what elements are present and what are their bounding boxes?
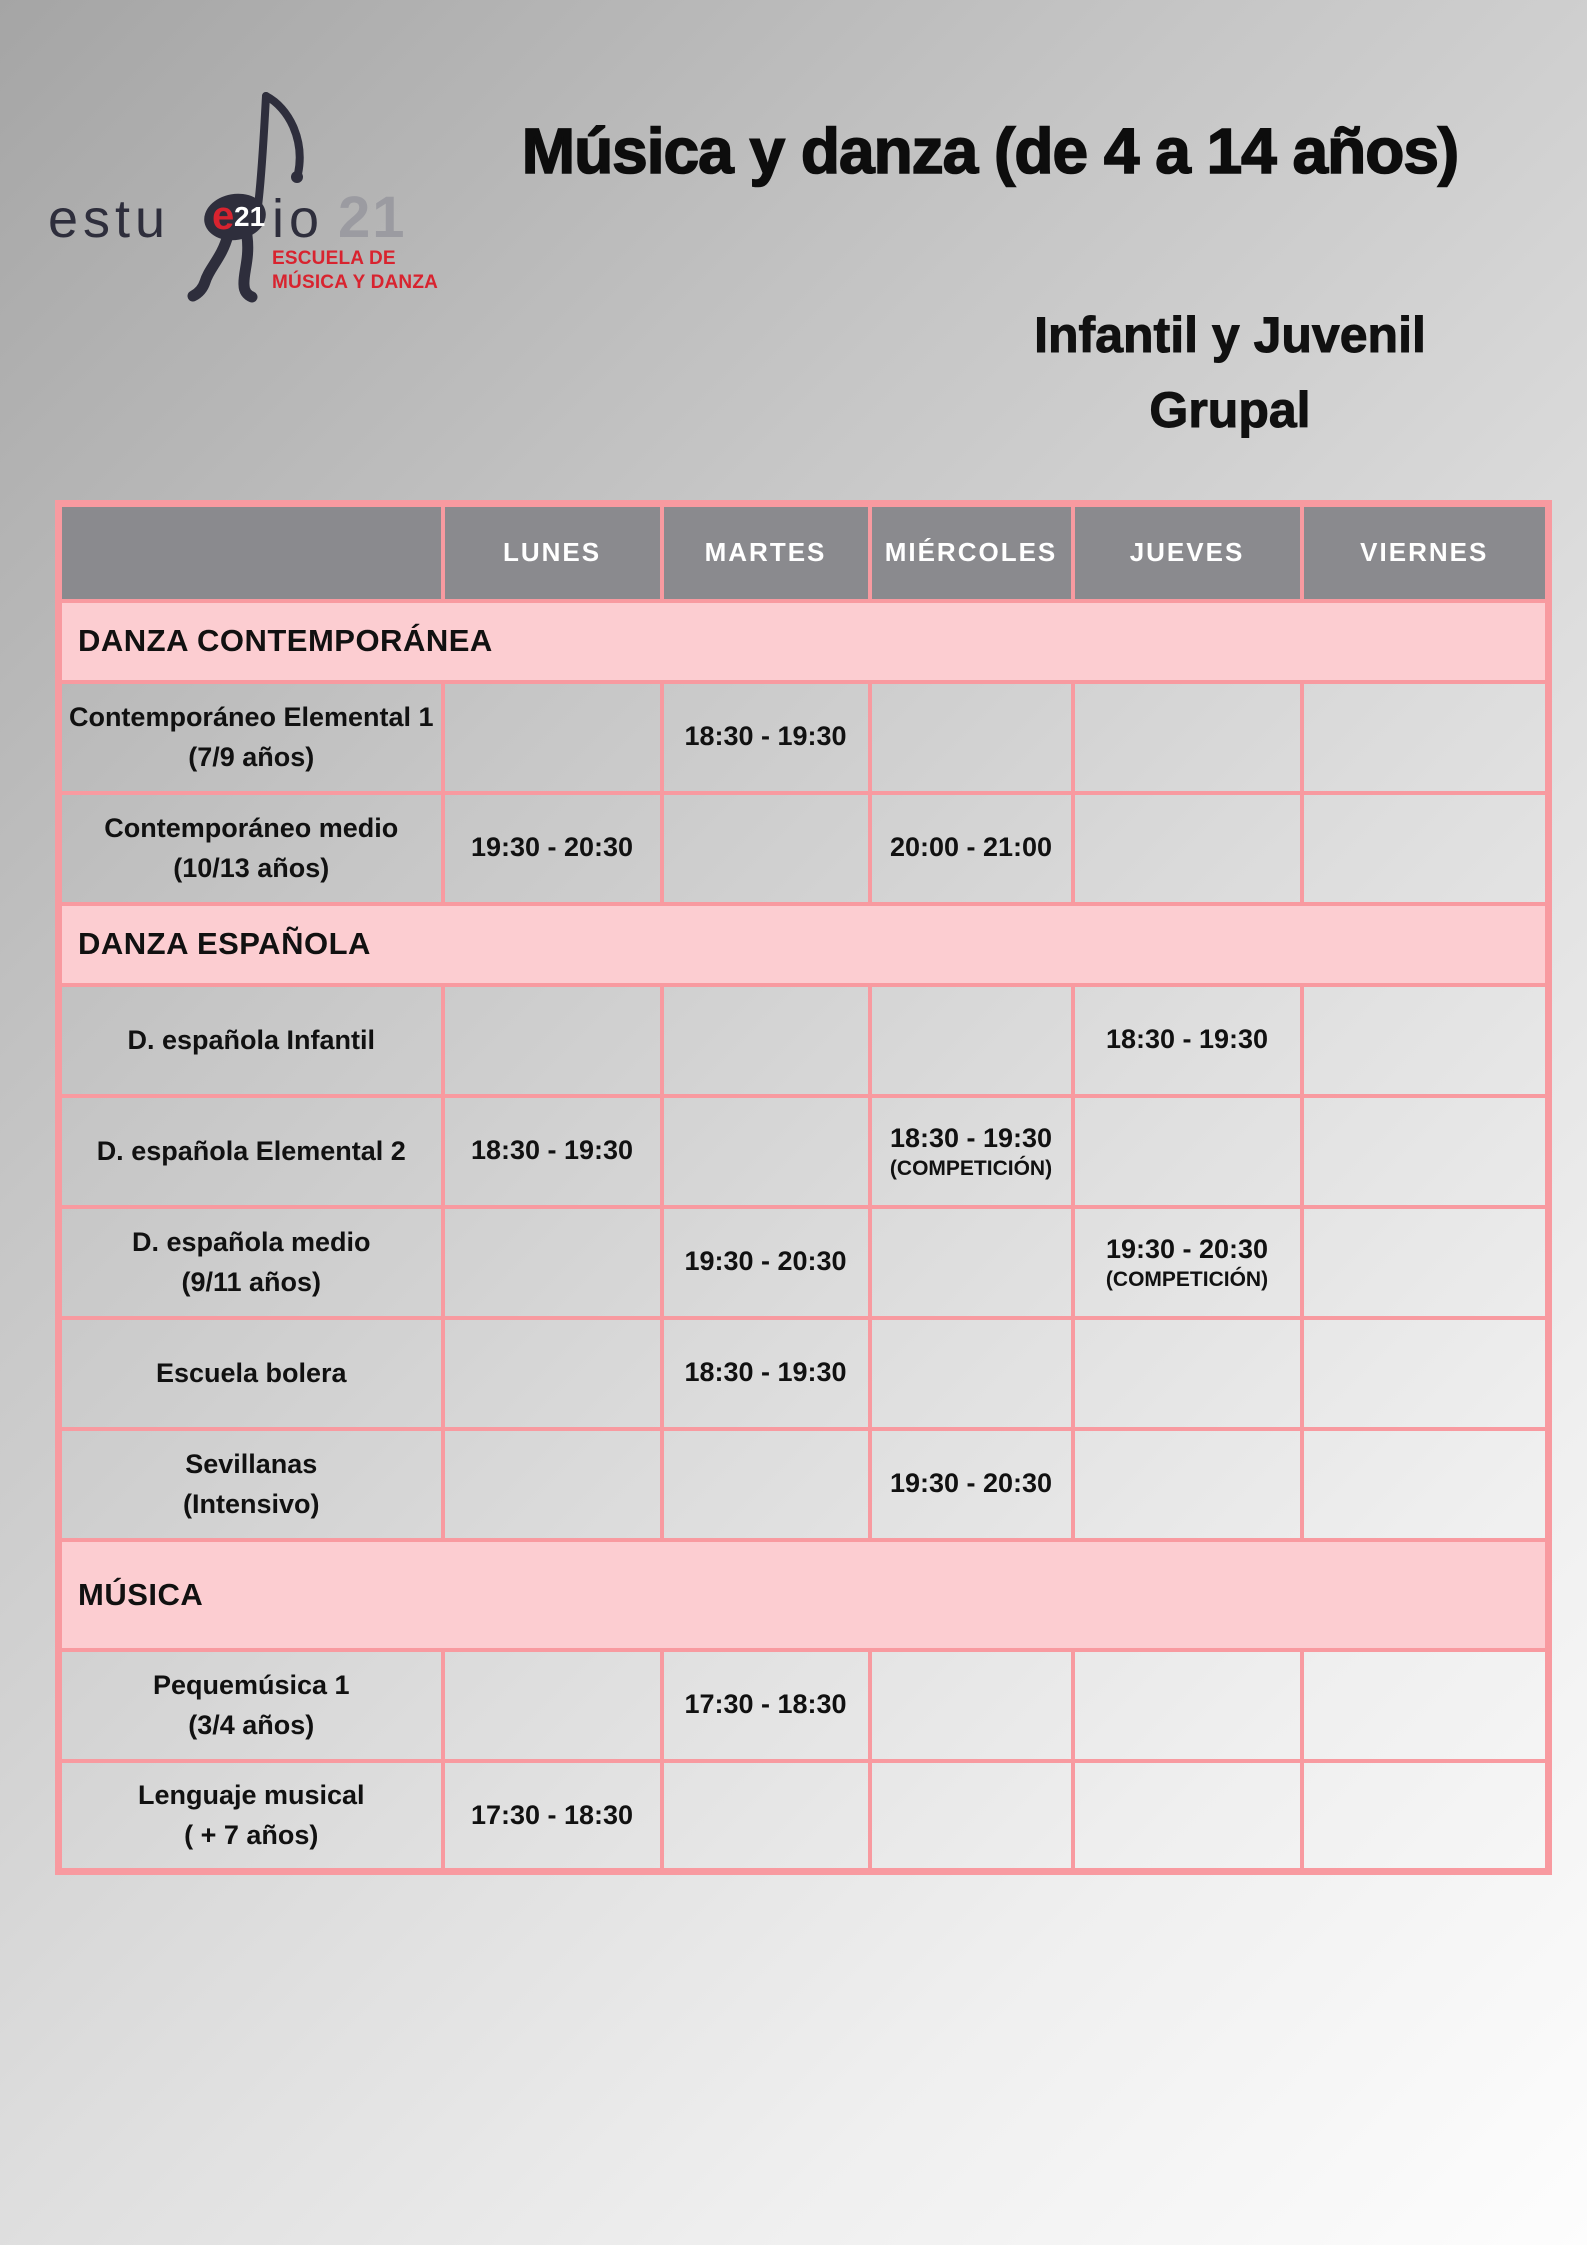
subtitle	[900, 298, 1560, 448]
slot-time: 18:30 - 19:30	[889, 1122, 1053, 1153]
class-name-cell	[59, 682, 443, 793]
class-row	[59, 1650, 1549, 1761]
slot-miercoles	[870, 1207, 1073, 1318]
section-row-danza-contemporanea	[59, 601, 1549, 682]
logo-wordmark-left: estu	[48, 189, 171, 249]
class-row	[59, 1429, 1549, 1540]
class-name-cell	[59, 1761, 443, 1872]
slot-miercoles	[870, 1318, 1073, 1429]
day-header-viernes: VIERNES	[1302, 504, 1549, 601]
class-row	[59, 1318, 1549, 1429]
class-name-cell	[59, 793, 443, 904]
slot-lunes	[443, 1650, 662, 1761]
slot-martes	[662, 1207, 870, 1318]
logo-tagline-line1: ESCUELA DE	[272, 248, 396, 269]
slot-lunes	[443, 1318, 662, 1429]
corner-cell	[59, 504, 443, 601]
class-row	[59, 985, 1549, 1096]
section-row-musica	[59, 1540, 1549, 1650]
class-row	[59, 1096, 1549, 1207]
class-age: (10/13 años)	[173, 853, 330, 883]
slot-lunes	[443, 1096, 662, 1207]
logo-suffix-21: 21	[338, 185, 407, 250]
day-header-miercoles: MIÉRCOLES	[870, 504, 1073, 601]
slot-viernes	[1302, 1318, 1549, 1429]
slot-jueves	[1073, 793, 1302, 904]
slot-jueves	[1073, 1318, 1302, 1429]
slot-jueves	[1073, 1429, 1302, 1540]
class-name: Contemporáneo medio	[104, 812, 399, 843]
slot-viernes	[1302, 1650, 1549, 1761]
day-header-lunes: LUNES	[443, 504, 662, 601]
class-name-cell	[59, 1207, 443, 1318]
class-name-cell	[59, 1096, 443, 1207]
class-age: (9/11 años)	[181, 1267, 322, 1297]
class-age: (3/4 años)	[188, 1710, 315, 1740]
class-name: Contemporáneo Elemental 1	[68, 701, 434, 732]
slot-time: 17:30 - 18:30	[684, 1689, 847, 1720]
class-name: Sevillanas	[185, 1448, 318, 1479]
slot-miercoles	[870, 682, 1073, 793]
slot-jueves	[1073, 1650, 1302, 1761]
slot-lunes	[443, 1761, 662, 1872]
slot-time: 19:30 - 20:30	[889, 1468, 1053, 1499]
slot-martes	[662, 682, 870, 793]
class-row	[59, 682, 1549, 793]
slot-time: 19:30 - 20:30	[470, 832, 634, 863]
slot-time: 18:30 - 19:30	[470, 1135, 634, 1166]
subtitle-line2: Grupal	[1149, 382, 1311, 438]
slot-viernes	[1302, 1761, 1549, 1872]
logo-note-text: e 21	[212, 194, 266, 238]
slot-martes	[662, 1650, 870, 1761]
logo-wordmark-right: io	[272, 189, 325, 249]
slot-time: 18:30 - 19:30	[684, 721, 847, 752]
estudio21-logo	[48, 78, 448, 308]
class-row	[59, 793, 1549, 904]
class-name: D. española medio	[131, 1226, 371, 1257]
class-name: D. española Infantil	[127, 1024, 376, 1055]
class-name-cell	[59, 985, 443, 1096]
class-name-cell	[59, 1318, 443, 1429]
slot-martes	[662, 1318, 870, 1429]
slot-martes	[662, 1096, 870, 1207]
slot-jueves	[1073, 1207, 1302, 1318]
section-label: DANZA ESPAÑOLA	[59, 904, 1549, 985]
section-label: DANZA CONTEMPORÁNEA	[59, 601, 1549, 682]
slot-martes	[662, 985, 870, 1096]
slot-miercoles	[870, 1761, 1073, 1872]
day-header-martes: MARTES	[662, 504, 870, 601]
slot-viernes	[1302, 1207, 1549, 1318]
slot-miercoles	[870, 1650, 1073, 1761]
slot-miercoles	[870, 1096, 1073, 1207]
slot-miercoles	[870, 1429, 1073, 1540]
section-label: MÚSICA	[59, 1540, 1549, 1650]
slot-time: 18:30 - 19:30	[684, 1357, 847, 1388]
slot-lunes	[443, 1207, 662, 1318]
class-name: Pequemúsica 1	[152, 1669, 350, 1700]
class-name: Lenguaje musical	[137, 1779, 365, 1810]
slot-viernes	[1302, 985, 1549, 1096]
slot-jueves	[1073, 682, 1302, 793]
slot-martes	[662, 1429, 870, 1540]
class-age: (Intensivo)	[182, 1489, 320, 1519]
class-name: D. española Elemental 2	[96, 1135, 406, 1166]
slot-viernes	[1302, 1429, 1549, 1540]
slot-time: 19:30 - 20:30	[1105, 1233, 1269, 1264]
class-age: ( + 7 años)	[184, 1820, 319, 1851]
slot-note: (COMPETICIÓN)	[1105, 1267, 1269, 1291]
slot-lunes	[443, 985, 662, 1096]
slot-note: (COMPETICIÓN)	[889, 1156, 1053, 1180]
slot-lunes	[443, 793, 662, 904]
day-header-row	[59, 504, 1549, 601]
slot-time: 20:00 - 21:00	[889, 832, 1053, 863]
class-name-cell	[59, 1429, 443, 1540]
logo-tagline-line2: MÚSICA Y DANZA	[272, 272, 439, 293]
page-title: Música y danza (de 4 a 14 años)	[521, 115, 1459, 187]
class-name-cell	[59, 1650, 443, 1761]
slot-miercoles	[870, 793, 1073, 904]
class-age: (7/9 años)	[188, 742, 315, 772]
class-row	[59, 1207, 1549, 1318]
schedule-table	[55, 500, 1552, 1875]
slot-viernes	[1302, 793, 1549, 904]
day-header-jueves: JUEVES	[1073, 504, 1302, 601]
slot-jueves	[1073, 1096, 1302, 1207]
section-row-danza-espanola	[59, 904, 1549, 985]
subtitle-line1: Infantil y Juvenil	[1034, 307, 1426, 363]
slot-viernes	[1302, 1096, 1549, 1207]
class-row	[59, 1761, 1549, 1872]
slot-time: 18:30 - 19:30	[1105, 1024, 1269, 1055]
slot-jueves	[1073, 985, 1302, 1096]
slot-martes	[662, 1761, 870, 1872]
slot-jueves	[1073, 1761, 1302, 1872]
slot-time: 19:30 - 20:30	[684, 1246, 847, 1277]
slot-lunes	[443, 1429, 662, 1540]
slot-miercoles	[870, 985, 1073, 1096]
slot-time: 17:30 - 18:30	[470, 1799, 634, 1830]
slot-lunes	[443, 682, 662, 793]
class-name: Escuela bolera	[155, 1357, 347, 1388]
slot-viernes	[1302, 682, 1549, 793]
slot-martes	[662, 793, 870, 904]
